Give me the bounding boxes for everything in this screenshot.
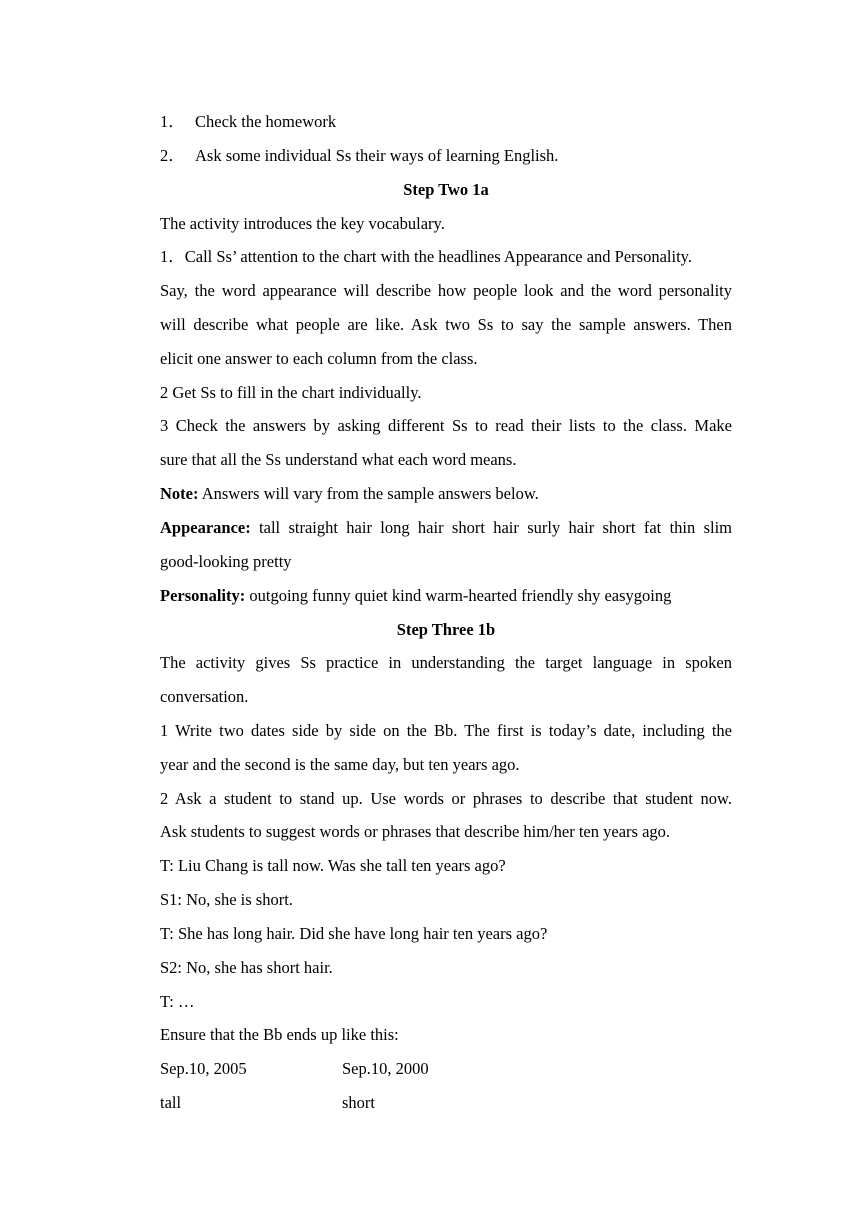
section-heading-step-three: Step Three 1b: [396, 620, 496, 639]
table-row: [160, 1058, 732, 1080]
personality-text: outgoing funny quiet kind warm-hearted friendly shy easygoing: [245, 586, 672, 605]
note-text: Answers will vary from the sample answers below.: [198, 484, 539, 503]
paragraph-line: sure that all the Ss understand what each word means.: [160, 450, 517, 469]
note-label: Note:: [160, 484, 199, 503]
dialogue-line: S1: No, she is short.: [160, 890, 293, 909]
paragraph: 1．Call Ss’ attention to the chart with the headlines Appearance and Personality.: [160, 247, 692, 266]
table-cell-right: short: [342, 1093, 375, 1112]
personality-label: Personality:: [160, 586, 246, 605]
dialogue-line: T: …: [160, 992, 195, 1011]
dialogue-line: T: Liu Chang is tall now. Was she tall ten years ago?: [160, 856, 506, 875]
note: [160, 483, 732, 505]
paragraph-line: Say, the word appearance will describe how people look and the word personality: [160, 281, 732, 300]
paragraph-line: 2 Ask a student to stand up. Use words or phrases to describe that student now.: [160, 789, 732, 808]
paragraph: The activity introduces the key vocabulary.: [160, 214, 445, 233]
table-cell-right: Sep.10, 2000: [342, 1059, 429, 1078]
appearance-text: tall straight hair long hair short hair surly hair short fat thin slim: [250, 518, 732, 537]
dialogue-line: S2: No, she has short hair.: [160, 958, 333, 977]
table-row: [160, 1092, 732, 1114]
paragraph: 2 Get Ss to fill in the chart individually.: [160, 383, 422, 402]
paragraph-line: will describe what people are like. Ask two Ss to say the sample answers. Then: [160, 315, 732, 334]
paragraph-line: year and the second is the same day, but ten years ago.: [160, 755, 520, 774]
list-text: Ask some individual Ss their ways of learning English.: [195, 146, 559, 165]
paragraph-line: 1 Write two dates side by side on the Bb. The first is today’s date, including the: [160, 721, 732, 740]
list-item: [160, 111, 732, 133]
personality-line: [160, 585, 732, 607]
paragraph-line: elicit one answer to each column from the class.: [160, 349, 478, 368]
appearance-line: good-looking pretty: [160, 552, 292, 571]
table-cell-left: tall: [160, 1093, 182, 1112]
paragraph: Ensure that the Bb ends up like this:: [160, 1025, 399, 1044]
table-cell-left: Sep.10, 2005: [160, 1059, 247, 1078]
paragraph-line: Ask students to suggest words or phrases that describe him/her ten years ago.: [160, 822, 671, 841]
paragraph-line: 3 Check the answers by asking different Ss to read their lists to the class. Make: [160, 416, 732, 435]
list-item: [160, 145, 732, 167]
appearance-line: [160, 517, 732, 539]
paragraph-line: conversation.: [160, 687, 249, 706]
list-number: 1．: [160, 112, 185, 131]
appearance-label: Appearance:: [160, 518, 251, 537]
list-text: Check the homework: [195, 112, 337, 131]
list-number: 2．: [160, 146, 185, 165]
section-heading-step-two: Step Two 1a: [403, 180, 489, 199]
dialogue-line: T: She has long hair. Did she have long hair ten years ago?: [160, 924, 548, 943]
paragraph-line: The activity gives Ss practice in understanding the target language in spoken: [160, 653, 732, 672]
